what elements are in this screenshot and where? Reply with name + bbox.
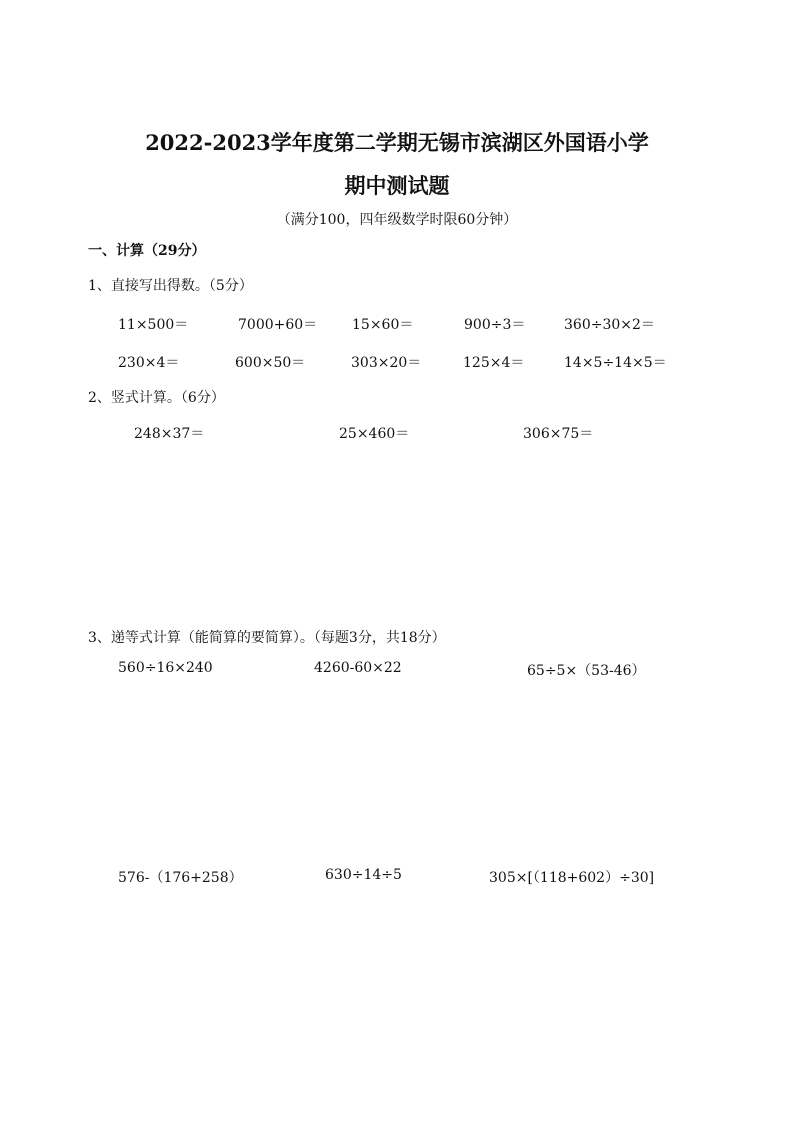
q1-expression: 303×20＝ xyxy=(351,355,422,371)
q3-expression: 65÷5×（53-46） xyxy=(527,663,646,679)
q3-expression: 560÷16×240 xyxy=(118,660,213,676)
q1-expression: 15×60＝ xyxy=(352,317,414,333)
q3-expression: 576-（176+258） xyxy=(118,870,243,886)
q3-expression: 305×[（118+602）÷30] xyxy=(489,870,655,886)
page-title-line2: 期中测试题 xyxy=(344,173,450,198)
q1-expression: 125×4＝ xyxy=(463,355,525,371)
q1-expression: 230×4＝ xyxy=(118,355,180,371)
q1-expression: 7000+60＝ xyxy=(238,317,318,333)
question-2-label: 2、竖式计算。（6分） xyxy=(88,390,225,406)
q2-expression: 306×75＝ xyxy=(523,426,594,442)
question-1-label: 1、直接写出得数。（5分） xyxy=(88,278,253,294)
q1-expression: 14×5÷14×5＝ xyxy=(564,355,667,371)
q3-expression: 4260-60×22 xyxy=(314,660,402,676)
question-3-label: 3、递等式计算（能简算的要简算）。（每题3分，共18分） xyxy=(88,630,446,646)
page-subtitle: （满分100，四年级数学时限60分钟） xyxy=(276,212,518,228)
q1-expression: 600×50＝ xyxy=(235,355,306,371)
q3-expression: 630÷14÷5 xyxy=(325,867,402,883)
q2-expression: 25×460＝ xyxy=(339,426,410,442)
q1-expression: 11×500＝ xyxy=(118,317,189,333)
page-title: 2022-2023学年度第二学期无锡市滨湖区外国语小学 xyxy=(145,130,649,155)
q1-expression: 900÷3＝ xyxy=(464,317,526,333)
q1-expression: 360÷30×2＝ xyxy=(564,317,655,333)
q2-expression: 248×37＝ xyxy=(134,426,205,442)
section-heading: 一、计算（29分） xyxy=(88,243,206,259)
